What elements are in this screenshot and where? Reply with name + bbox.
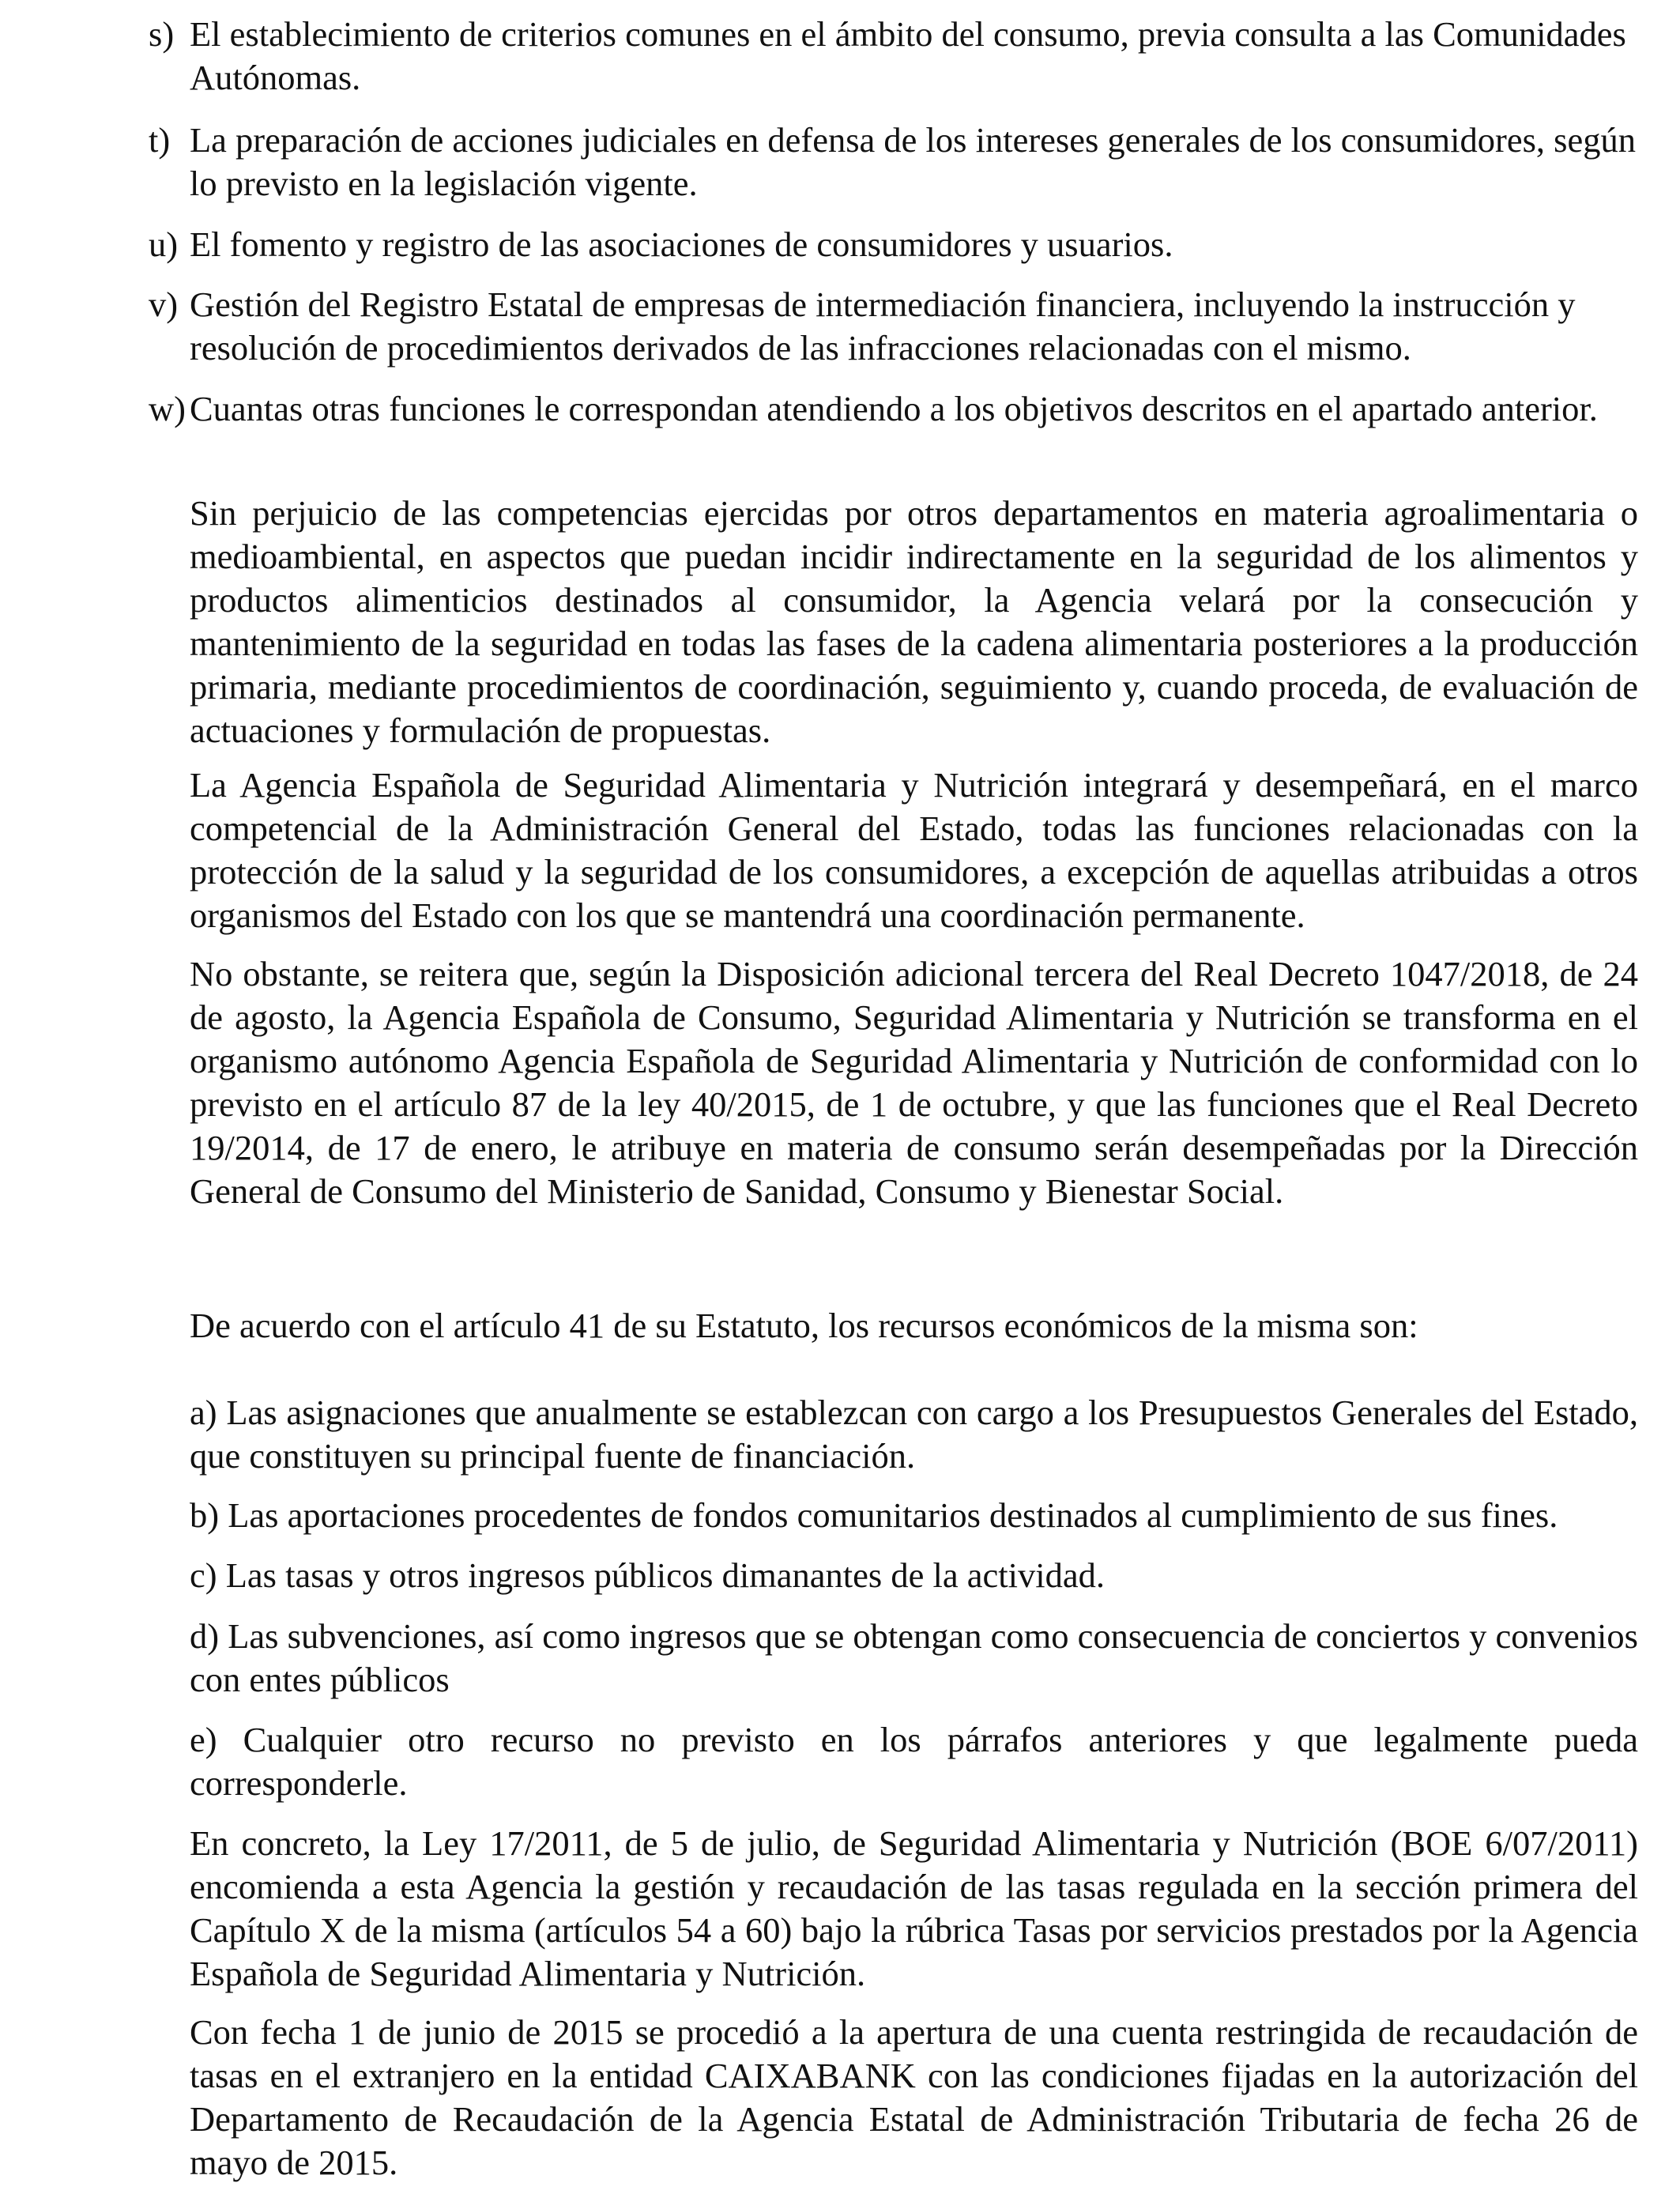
resource-item-b [190, 1494, 1638, 1537]
list-item-v [149, 283, 1638, 370]
list-item-text: Las subvenciones, así como ingresos que se obtengan como consecuencia de conciertos y convenios con entes públicos [190, 1616, 1638, 1699]
paragraph-competencias: Sin perjuicio de las competencias ejercidas por otros departamentos en materia agroalimentaria o medioambiental, en aspectos que puedan incidir indirectamente en la seguridad de los alimentos y productos alimenticios destinados al consumidor, la Agencia velará por la consecución y mantenimiento de la seguridad en todas las fases de la cadena alimentaria posteriores a la producción primaria, mediante procedimientos de coordinación, seguimiento y, cuando proceda, de evaluación de actuaciones y formulación de propuestas. [190, 493, 1638, 750]
list-marker: d) [190, 1616, 220, 1656]
paragraph-cuenta-restringida: Con fecha 1 de junio de 2015 se procedió a la apertura de una cuenta restringida de recaudación de tasas en el extranjero en la entidad CAIXABANK con las condiciones fijadas en la autorización del Departamento de Recaudación de la Agencia Estatal de Administración Tributaria de fecha 26 de mayo de 2015. [190, 2012, 1638, 2182]
paragraph-transformacion: No obstante, se reitera que, según la Disposición adicional tercera del Real Decreto 1047/2018, de 24 de agosto, la Agencia Española de Consumo, Seguridad Alimentaria y Nutrición se transforma en el organismo autónomo Agencia Española de Seguridad Alimentaria y Nutrición de conformidad con lo previsto en el artículo 87 de la ley 40/2015, de 1 de octubre, y que las funciones que el Real Decreto 19/2014, de 17 de enero, le atribuye en materia de consumo serán desempeñadas por la Dirección General de Consumo del Ministerio de Sanidad, Consumo y Bienestar Social. [190, 954, 1638, 1211]
list-marker: u) [149, 224, 179, 264]
resource-item-a [190, 1391, 1638, 1478]
list-marker: e) [190, 1720, 217, 1759]
resource-item-c [190, 1554, 1638, 1597]
list-marker: t) [149, 120, 171, 160]
list-item-text: Las tasas y otros ingresos públicos dimanantes de la actividad. [225, 1555, 1105, 1595]
list-item-w [149, 387, 1638, 431]
list-marker: a) [190, 1393, 217, 1432]
list-item-text: La preparación de acciones judiciales en defensa de los intereses generales de los consumidores, según lo previsto en la legislación vigente. [190, 120, 1636, 203]
resource-item-e [190, 1718, 1638, 1805]
resource-item-d [190, 1615, 1638, 1702]
list-marker: v) [149, 285, 179, 324]
paragraph-integracion: La Agencia Española de Seguridad Alimentaria y Nutrición integrará y desempeñará, en el marco competencial de la Administración General del Estado, todas las funciones relacionadas con la protección de la salud y la seguridad de los consumidores, a excepción de aquellas atribuidas a otros organismos del Estado con los que se mantendrá una coordinación permanente. [190, 765, 1638, 935]
list-marker: c) [190, 1555, 217, 1595]
list-marker: w) [149, 389, 186, 428]
list-marker: b) [190, 1495, 220, 1535]
list-item-t [149, 119, 1638, 205]
list-item-text: Gestión del Registro Estatal de empresas de intermediación financiera, incluyendo la instrucción y resolución de procedimientos derivados de las infracciones relacionadas con el mismo. [190, 285, 1576, 368]
list-item-text: Cuantas otras funciones le correspondan atendiendo a los objetivos descritos en el apartado anterior. [190, 389, 1598, 428]
list-item-text: Las aportaciones procedentes de fondos comunitarios destinados al cumplimiento de sus fines. [228, 1495, 1558, 1535]
paragraph-recursos-intro: De acuerdo con el artículo 41 de su Estatuto, los recursos económicos de la misma son: [190, 1306, 1418, 1345]
paragraph-ley-tasas: En concreto, la Ley 17/2011, de 5 de julio, de Seguridad Alimentaria y Nutrición (BOE 6/07/2011) encomienda a esta Agencia la gestión y recaudación de las tasas regulada en la sección primera del Capítulo X de la misma (artículos 54 a 60) bajo la rúbrica Tasas por servicios prestados por la Agencia Española de Seguridad Alimentaria y Nutrición. [190, 1823, 1638, 1993]
list-item-text: Cualquier otro recurso no previsto en los párrafos anteriores y que legalmente pueda corresponderle. [190, 1720, 1639, 1803]
list-item-text: Las asignaciones que anualmente se establezcan con cargo a los Presupuestos Generales del Estado, que constituyen su principal fuente de financiación. [190, 1393, 1638, 1476]
list-item-u [149, 223, 1638, 266]
list-item-text: El establecimiento de criterios comunes en el ámbito del consumo, previa consulta a las Comunidades Autónomas. [190, 14, 1626, 97]
list-item-text: El fomento y registro de las asociaciones de consumidores y usuarios. [190, 224, 1173, 264]
list-marker: s) [149, 14, 175, 54]
list-item-s [149, 13, 1638, 100]
